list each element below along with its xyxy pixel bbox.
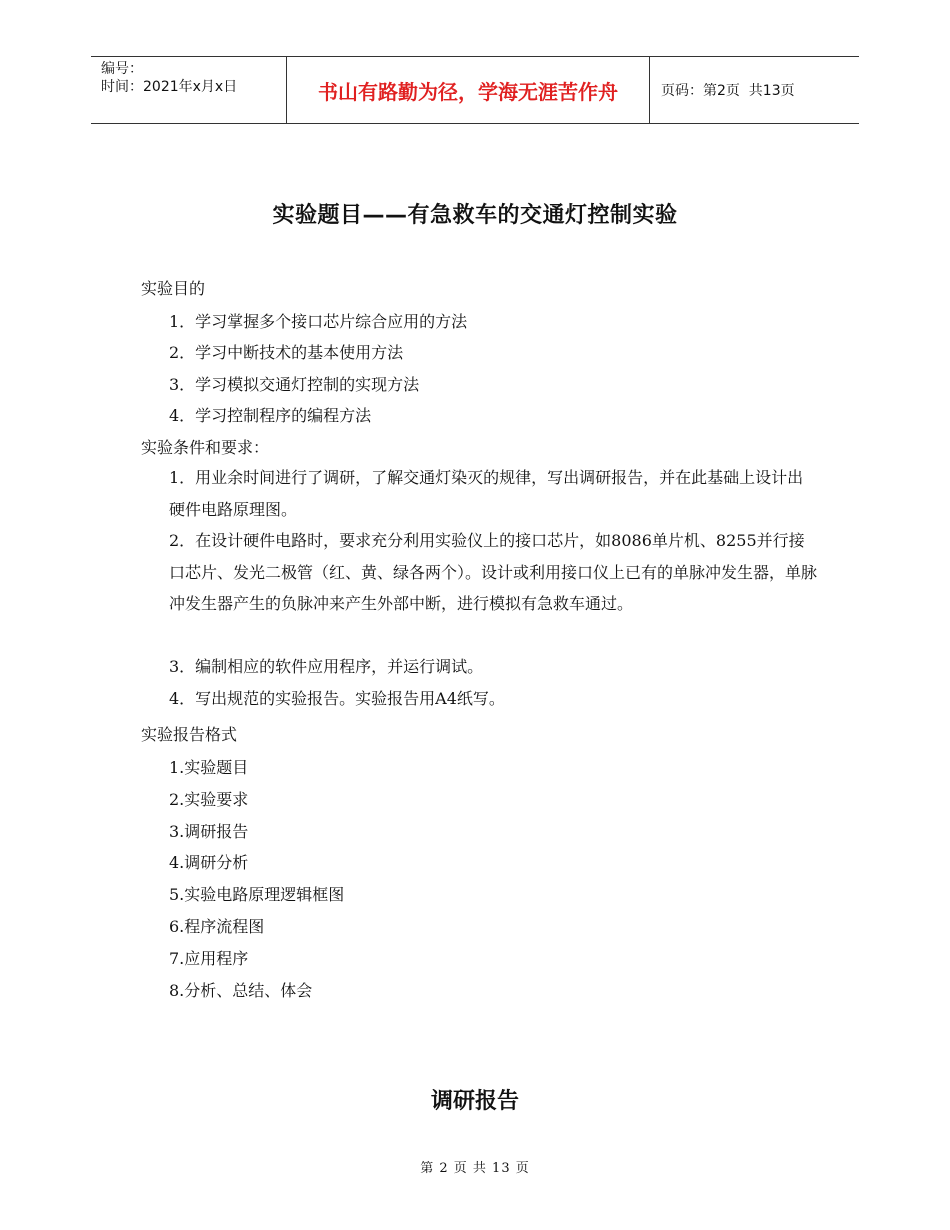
section-title-survey-report: 调研报告: [430, 1089, 519, 1114]
page-header: [91, 56, 859, 124]
header-page-info: 页码：第2页 共13页: [661, 83, 795, 99]
page-footer: 第 2 页 共 13 页: [420, 1161, 530, 1176]
header-motto: 书山有路勤为径，学海无涯苦作舟: [287, 57, 650, 123]
format-heading: 实验报告格式: [141, 725, 238, 744]
purpose-item: 1．学习掌握多个接口芯片综合应用的方法: [169, 312, 468, 331]
format-item: 2.实验要求: [169, 790, 249, 809]
header-meta-cell: [91, 57, 287, 123]
document-title: 实验题目——有急救车的交通灯控制实验: [272, 203, 678, 228]
header-page-info-cell: [661, 57, 795, 123]
purpose-item: 2．学习中断技术的基本使用方法: [169, 343, 404, 362]
format-item: 8.分析、总结、体会: [169, 981, 313, 1000]
header-time-label: 时间：2021年x月x日: [101, 79, 238, 95]
format-item: 1.实验题目: [169, 758, 249, 777]
conditions-item: 4．写出规范的实验报告。实验报告用A4纸写。: [169, 689, 505, 708]
conditions-item: 2．在设计硬件电路时，要求充分利用实验仪上的接口芯片，如8086单片机、8255并行接口芯片、发光二极管（红、黄、绿各两个）。设计或利用接口仪上已有的单脉冲发生器，单脉冲发生器产生的负脉冲来产生外部中断，进行模拟有急救车通过。: [169, 531, 818, 613]
purpose-item: 4．学习控制程序的编程方法: [169, 406, 372, 425]
header-number-label: 编号：: [101, 61, 143, 77]
format-item: 5.实验电路原理逻辑框图: [169, 885, 345, 904]
format-item: 7.应用程序: [169, 949, 249, 968]
conditions-heading: 实验条件和要求：: [141, 438, 270, 457]
purpose-heading: 实验目的: [141, 279, 206, 298]
conditions-item: 1．用业余时间进行了调研，了解交通灯染灭的规律，写出调研报告，并在此基础上设计出硬件电路原理图。: [169, 468, 804, 519]
purpose-item: 3．学习模拟交通灯控制的实现方法: [169, 375, 420, 394]
conditions-item: 3．编制相应的软件应用程序，并运行调试。: [169, 657, 484, 676]
format-item: 3.调研报告: [169, 822, 249, 841]
format-item: 6.程序流程图: [169, 917, 265, 936]
format-item: 4.调研分析: [169, 853, 249, 872]
